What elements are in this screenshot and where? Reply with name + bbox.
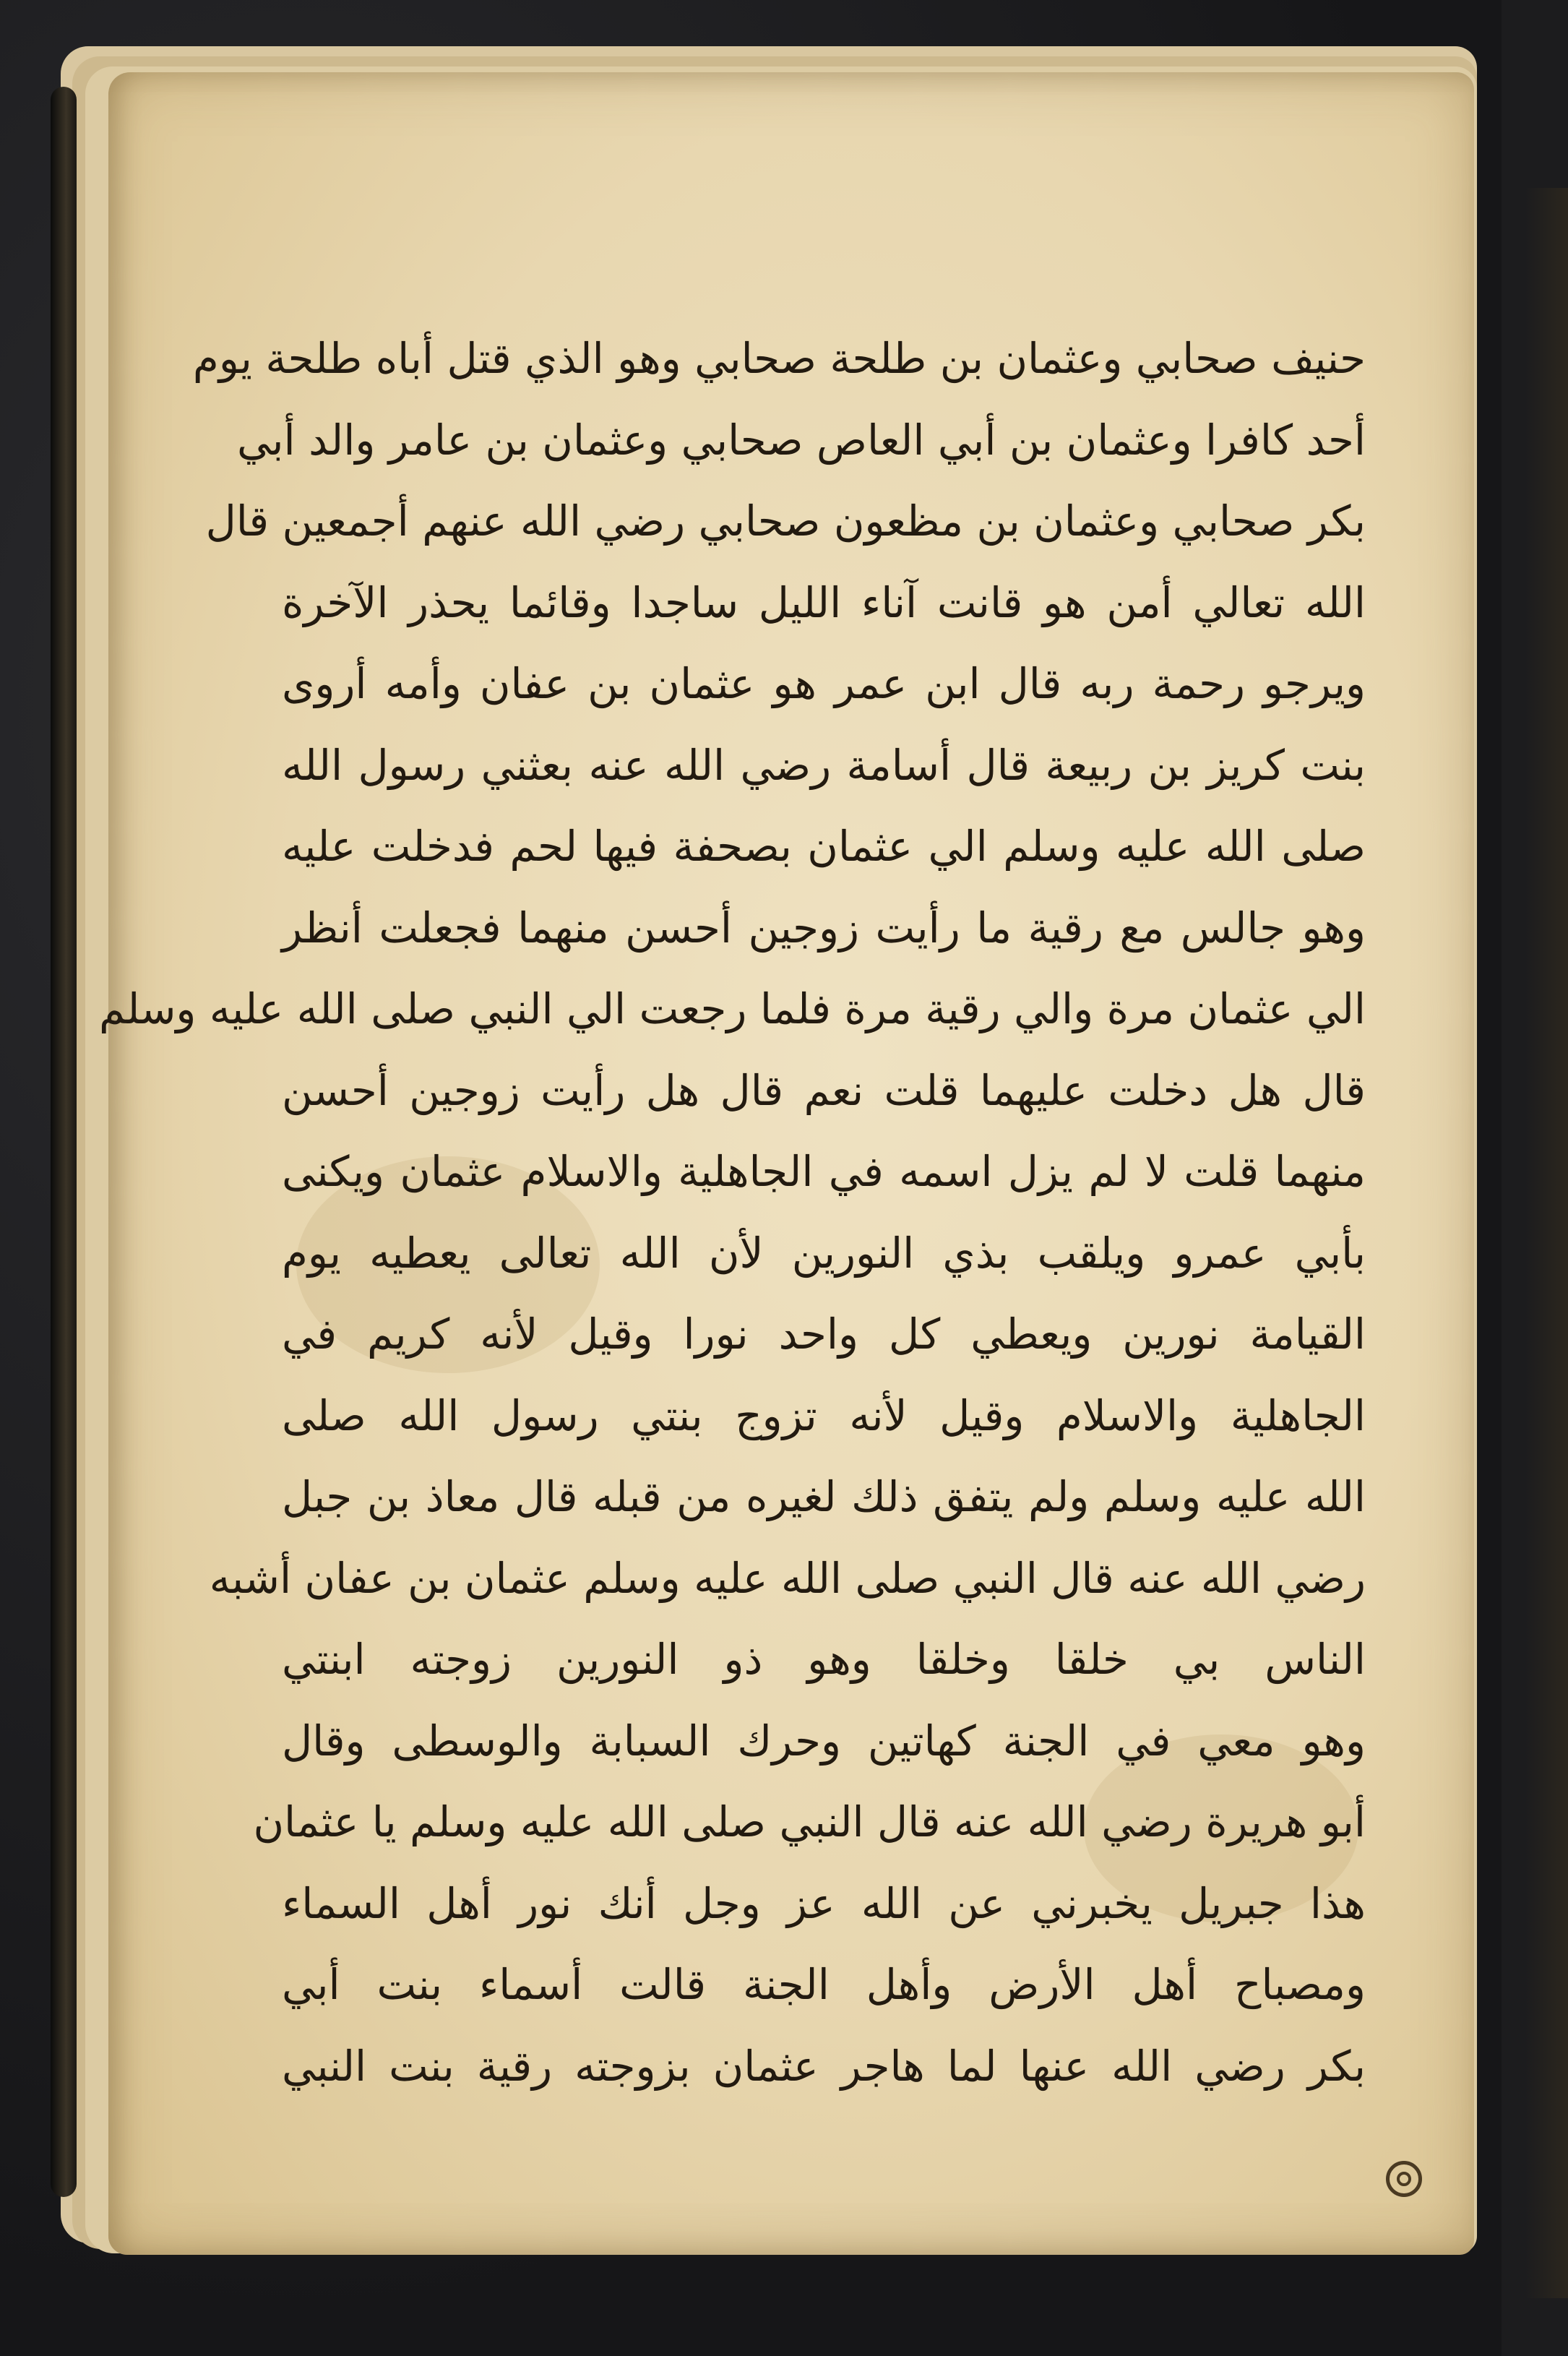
manuscript-line: وهو معي في الجنة كهاتين وحرك السبابة والوسطى وقال bbox=[282, 1716, 1366, 1766]
manuscript-line: بكر رضي الله عنها لما هاجر عثمان بزوجته رقية بنت النبي bbox=[282, 2041, 1366, 2091]
manuscript-line: أحد كافرا وعثمان بن أبي العاص صحابي وعثمان بن عامر والد أبي bbox=[237, 415, 1366, 465]
manuscript-line: أبو هريرة رضي الله عنه قال النبي صلى الله عليه وسلم يا عثمان bbox=[253, 1797, 1366, 1846]
manuscript-text-block bbox=[99, 318, 1366, 2107]
manuscript-line: ويرجو رحمة ربه قال ابن عمر هو عثمان بن عفان وأمه أروى bbox=[282, 659, 1366, 708]
book-spine bbox=[51, 87, 77, 2197]
manuscript-line: قال هل دخلت عليهما قلت نعم قال هل رأيت زوجين أحسن bbox=[282, 1065, 1366, 1115]
manuscript-line: بأبي عمرو ويلقب بذي النورين لأن الله تعالى يعطيه يوم bbox=[282, 1228, 1366, 1278]
ink-circle-mark bbox=[1386, 2161, 1422, 2197]
manuscript-line: الله تعالي أمن هو قانت آناء الليل ساجدا وقائما يحذر الآخرة bbox=[282, 577, 1366, 627]
manuscript-line: صلى الله عليه وسلم الي عثمان بصحفة فيها لحم فدخلت عليه bbox=[282, 822, 1366, 871]
manuscript-line: الناس بي خلقا وخلقا وهو ذو النورين زوجته ابنتي bbox=[282, 1635, 1366, 1684]
manuscript-line: ومصباح أهل الأرض وأهل الجنة قالت أسماء بنت أبي bbox=[282, 1960, 1366, 2009]
manuscript-line: الله عليه وسلم ولم يتفق ذلك لغيره من قبله قال معاذ بن جبل bbox=[282, 1472, 1366, 1521]
page-edge-shadow bbox=[1525, 188, 1568, 2298]
manuscript-line: رضي الله عنه قال النبي صلى الله عليه وسلم عثمان بن عفان أشبه bbox=[209, 1553, 1366, 1603]
manuscript-line: وهو جالس مع رقية ما رأيت زوجين أحسن منهما فجعلت أنظر bbox=[282, 903, 1366, 953]
manuscript-line: هذا جبريل يخبرني عن الله عز وجل أنك نور أهل السماء bbox=[282, 1878, 1366, 1928]
manuscript-line: القيامة نورين ويعطي كل واحد نورا وقيل لأنه كريم في bbox=[282, 1310, 1366, 1359]
manuscript-line: الجاهلية والاسلام وقيل لأنه تزوج بنتي رسول الله صلى bbox=[282, 1390, 1366, 1440]
manuscript-line: بنت كريز بن ربيعة قال أسامة رضي الله عنه بعثني رسول الله bbox=[282, 740, 1366, 790]
manuscript-line: حنيف صحابي وعثمان بن طلحة صحابي وهو الذي قتل أباه طلحة يوم bbox=[192, 334, 1366, 383]
manuscript-line: منهما قلت لا لم يزل اسمه في الجاهلية والاسلام عثمان ويكنى bbox=[282, 1147, 1366, 1196]
manuscript-line: بكر صحابي وعثمان بن مظعون صحابي رضي الله عنهم أجمعين قال bbox=[205, 496, 1366, 546]
manuscript-line: الي عثمان مرة والي رقية مرة فلما رجعت الي النبي صلى الله عليه وسلم bbox=[99, 984, 1366, 1033]
